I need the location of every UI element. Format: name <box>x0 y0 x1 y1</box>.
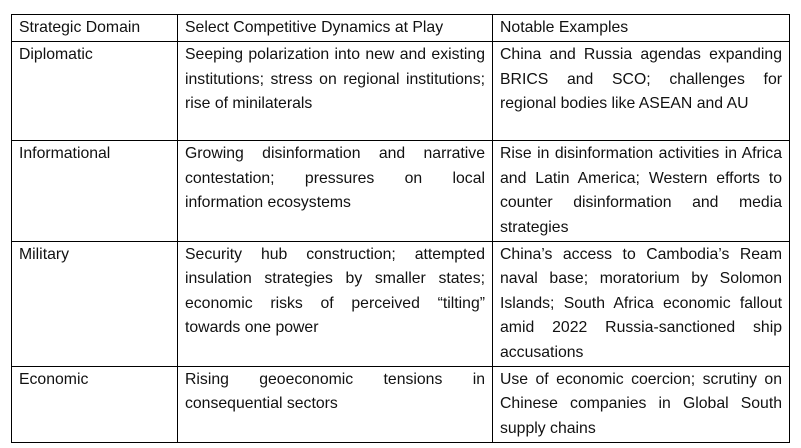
cell-examples: China and Russia agendas expanding BRICS and SCO; challenges for regional bodies like ASEAN and AU <box>493 42 790 141</box>
strategic-domains-table <box>11 14 790 443</box>
header-row <box>12 15 790 42</box>
cell-dynamics: Seeping polarization into new and existing institutions; stress on regional institutions; rise of minilaterals <box>178 42 493 141</box>
cell-dynamics: Security hub construction; attempted insulation strategies by smaller states; economic risks of perceived “tilting” towards one power <box>178 242 493 367</box>
cell-dynamics: Growing disinformation and narrative contestation; pressures on local information ecosystems <box>178 141 493 242</box>
cell-domain: Informational <box>12 141 178 242</box>
header-strategic-domain: Strategic Domain <box>12 15 178 42</box>
cell-domain: Diplomatic <box>12 42 178 141</box>
table-row <box>12 367 790 443</box>
cell-examples: Rise in disinformation activities in Africa and Latin America; Western efforts to counter disinformation and media strategies <box>493 141 790 242</box>
cell-domain: Military <box>12 242 178 367</box>
cell-examples: Use of economic coercion; scrutiny on Chinese companies in Global South supply chains <box>493 367 790 443</box>
table-row <box>12 42 790 141</box>
header-competitive-dynamics: Select Competitive Dynamics at Play <box>178 15 493 42</box>
header-notable-examples: Notable Examples <box>493 15 790 42</box>
cell-examples: China’s access to Cambodia’s Ream naval base; moratorium by Solomon Islands; South Africa economic fallout amid 2022 Russia-sanctioned ship accusations <box>493 242 790 367</box>
cell-domain: Economic <box>12 367 178 443</box>
cell-dynamics: Rising geoeconomic tensions in consequential sectors <box>178 367 493 443</box>
table-container <box>11 14 790 443</box>
table-row <box>12 141 790 242</box>
table-row <box>12 242 790 367</box>
